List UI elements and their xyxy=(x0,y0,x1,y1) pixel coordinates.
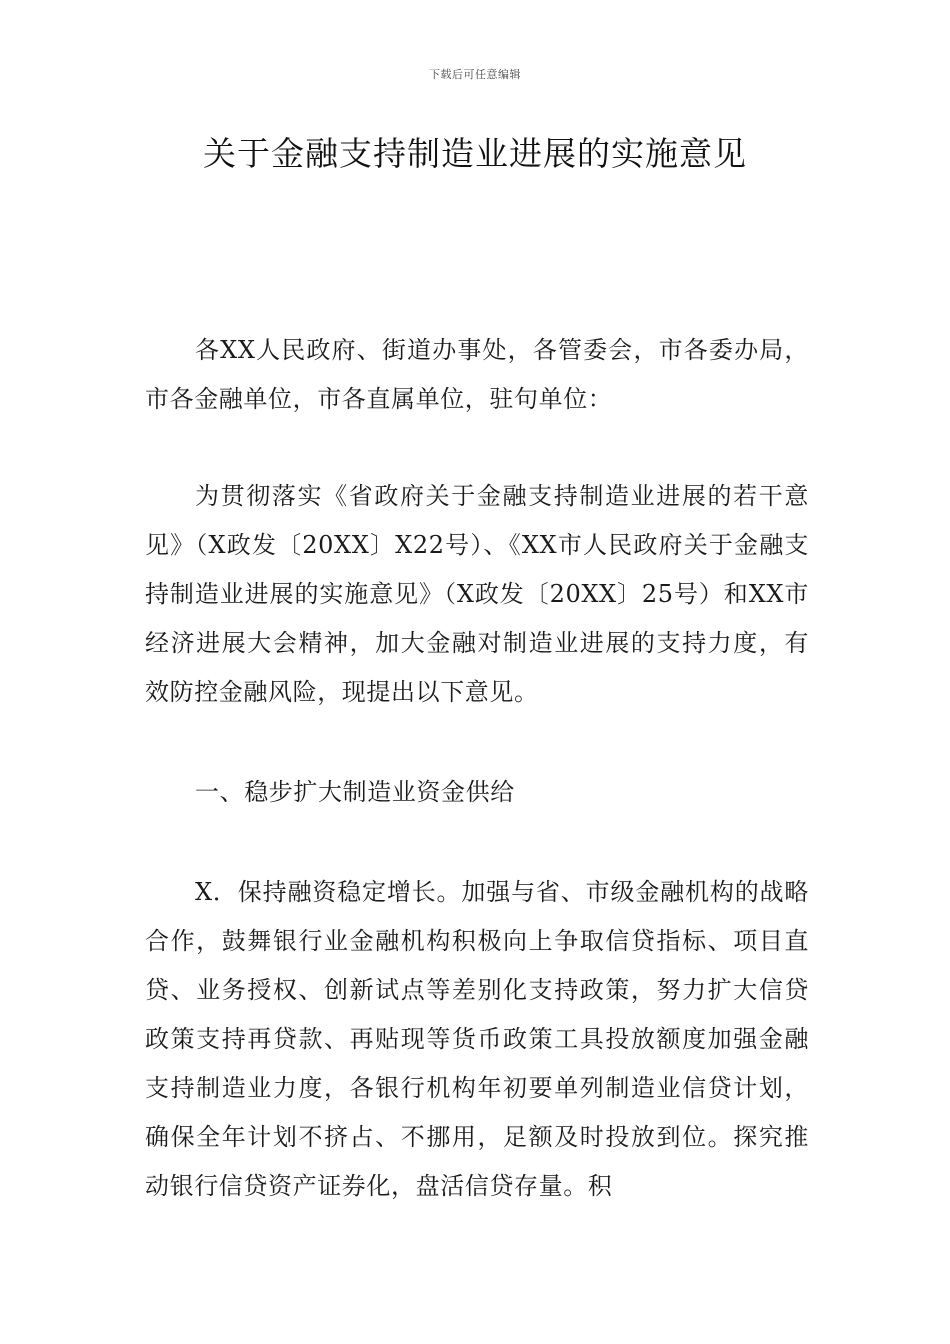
intro-paragraph: 为贯彻落实《省政府关于金融支持制造业进展的若干意见》（X政发〔20XX〕X22号）、《XX市人民政府关于金融支持制造业进展的实施意见》（X政发〔20XX〕25号）和XX市经济进展大会精神，加大金融对制造业进展的支持力度，有效防控金融风险，现提出以下意见。 xyxy=(145,482,809,706)
body-paragraph: X．保持融资稳定增长。加强与省、市级金融机构的战略合作，鼓舞银行业金融机构积极向上争取信贷指标、项目直贷、业务授权、创新试点等差别化支持政策，努力扩大信贷政策支持再贷款、再贴现等货币政策工具投放额度加强金融支持制造业力度，各银行机构年初要单列制造业信贷计划，确保全年计划不挤占、不挪用，足额及时投放到位。探究推动银行信贷资产证券化，盘活信贷存量。积 xyxy=(145,878,809,1200)
section-heading: 一、稳步扩大制造业资金供给 xyxy=(195,778,515,806)
header-note: 下载后可任意编辑 xyxy=(429,68,521,81)
document-body xyxy=(145,326,809,1211)
salutation-paragraph: 各XX人民政府、街道办事处，各管委会，市各委办局，市各金融单位，市各直属单位，驻句单位： xyxy=(145,336,809,413)
document-title: 关于金融支持制造业进展的实施意见 xyxy=(203,134,747,173)
